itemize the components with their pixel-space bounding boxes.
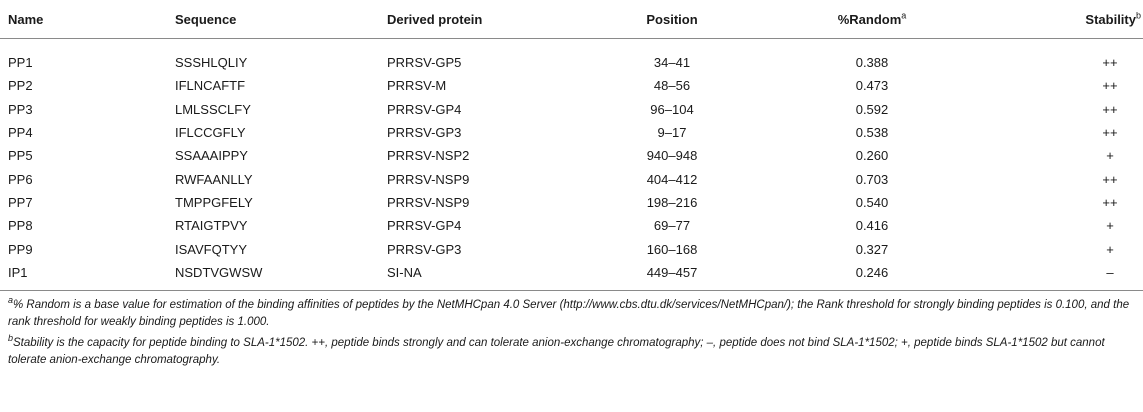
table-row (0, 237, 1143, 260)
cell-derived-protein: PRRSV-GP4 (387, 218, 462, 234)
cell-position: 69–77 (653, 218, 691, 234)
cell-random: 0.388 (855, 55, 889, 71)
table-row (0, 144, 1143, 167)
cell-stability: – (1106, 264, 1114, 280)
header-random (747, 0, 997, 39)
cell-position: 34–41 (653, 55, 691, 71)
header-derived-protein: Derived protein (387, 0, 597, 39)
cell-name: PP5 (8, 148, 33, 164)
cell-sequence: NSDTVGWSW (175, 264, 263, 280)
cell-stability: + (1106, 148, 1114, 164)
cell-sequence: SSSHLQLIY (175, 55, 248, 71)
cell-stability: ++ (1102, 194, 1118, 210)
cell-derived-protein: PRRSV-GP3 (387, 241, 462, 257)
footnote-b-paragraph (8, 335, 1135, 369)
header-name: Name (0, 0, 175, 39)
cell-derived-protein: PRRSV-GP4 (387, 101, 462, 117)
cell-name: PP3 (8, 101, 33, 117)
header-position: Position (597, 0, 747, 39)
footnote-b-marker: b (8, 333, 14, 344)
cell-sequence: SSAAAIPPY (175, 148, 248, 164)
footnote-b (8, 335, 1135, 369)
cell-sequence: LMLSSCLFY (175, 101, 251, 117)
cell-sequence: IFLNCAFTF (175, 78, 246, 94)
footnote-a (8, 297, 1135, 331)
table-row (0, 98, 1143, 121)
cell-random: 0.260 (855, 148, 889, 164)
cell-position: 160–168 (646, 241, 698, 257)
cell-name: PP8 (8, 218, 33, 234)
cell-random: 0.246 (855, 264, 889, 280)
cell-sequence: RTAIGTPVY (175, 218, 248, 234)
cell-sequence: TMPPGFELY (175, 194, 253, 210)
cell-position: 449–457 (646, 264, 698, 280)
cell-random: 0.538 (855, 125, 889, 141)
cell-name: PP7 (8, 194, 33, 210)
cell-stability: ++ (1102, 125, 1118, 141)
cell-stability: ++ (1102, 55, 1118, 71)
table-row (0, 39, 1143, 75)
cell-name: PP6 (8, 171, 33, 187)
table-row (0, 191, 1143, 214)
table-row (0, 261, 1143, 291)
table-row (0, 74, 1143, 97)
cell-position: 9–17 (657, 125, 687, 141)
cell-stability: + (1106, 218, 1114, 234)
footnote-a-text: % Random is a base value for estimation of the binding affinities of peptides by the NetMHCpan 4.0 Server (http://www.cbs.dtu.dk/services/NetMHCpan/); the Rank threshold for strongly binding peptides is 0.100, and the rank threshold for weakly binding peptides is 1.000. (8, 298, 1130, 328)
cell-name: PP2 (8, 78, 33, 94)
cell-position: 96–104 (650, 101, 694, 117)
table-row (0, 167, 1143, 190)
cell-random: 0.540 (855, 194, 889, 210)
header-stability-label: Stability (1085, 11, 1136, 27)
header-row (0, 0, 1143, 39)
header-stability-footnote-marker: b (1135, 10, 1141, 21)
header-random-label: %Random (837, 11, 902, 27)
cell-name: PP4 (8, 125, 33, 141)
cell-position: 48–56 (653, 78, 691, 94)
table-header (0, 0, 1143, 39)
header-sequence: Sequence (175, 0, 387, 39)
table-row (0, 214, 1143, 237)
cell-name: PP9 (8, 241, 33, 257)
cell-stability: ++ (1102, 78, 1118, 94)
cell-derived-protein: PRRSV-GP5 (387, 55, 462, 71)
cell-random: 0.416 (855, 218, 889, 234)
cell-stability: ++ (1102, 101, 1118, 117)
cell-random: 0.592 (855, 101, 889, 117)
footnote-a-paragraph (8, 297, 1135, 331)
cell-stability: + (1106, 241, 1114, 257)
table-footnotes (0, 291, 1143, 369)
cell-sequence: IFLCCGFLY (175, 125, 246, 141)
table-body (0, 39, 1143, 291)
header-random-footnote-marker: a (901, 10, 907, 21)
cell-derived-protein: PRRSV-NSP2 (387, 148, 470, 164)
table-row (0, 121, 1143, 144)
cell-position: 404–412 (646, 171, 698, 187)
cell-position: 940–948 (646, 148, 698, 164)
cell-position: 198–216 (646, 194, 698, 210)
cell-derived-protein: PRRSV-NSP9 (387, 171, 470, 187)
cell-sequence: ISAVFQTYY (175, 241, 247, 257)
footnote-b-text: Stability is the capacity for peptide binding to SLA-1*1502. ++, peptide binds strongly and can tolerate anion-exchange chromatography; –, peptide does not bind SLA-1*1502; +, peptide binds SLA-1*1502 but cannot tolerate anion-exchange chromatography. (8, 336, 1105, 366)
cell-name: IP1 (8, 264, 28, 280)
cell-random: 0.327 (855, 241, 889, 257)
cell-sequence: RWFAANLLY (175, 171, 253, 187)
cell-derived-protein: PRRSV-NSP9 (387, 194, 470, 210)
cell-stability: ++ (1102, 171, 1118, 187)
cell-name: PP1 (8, 55, 33, 71)
footnote-a-marker: a (8, 295, 14, 306)
cell-derived-protein: PRRSV-M (387, 78, 447, 94)
cell-derived-protein: SI-NA (387, 264, 422, 280)
cell-random: 0.473 (855, 78, 889, 94)
header-stability (997, 0, 1143, 39)
cell-derived-protein: PRRSV-GP3 (387, 125, 462, 141)
cell-random: 0.703 (855, 171, 889, 187)
